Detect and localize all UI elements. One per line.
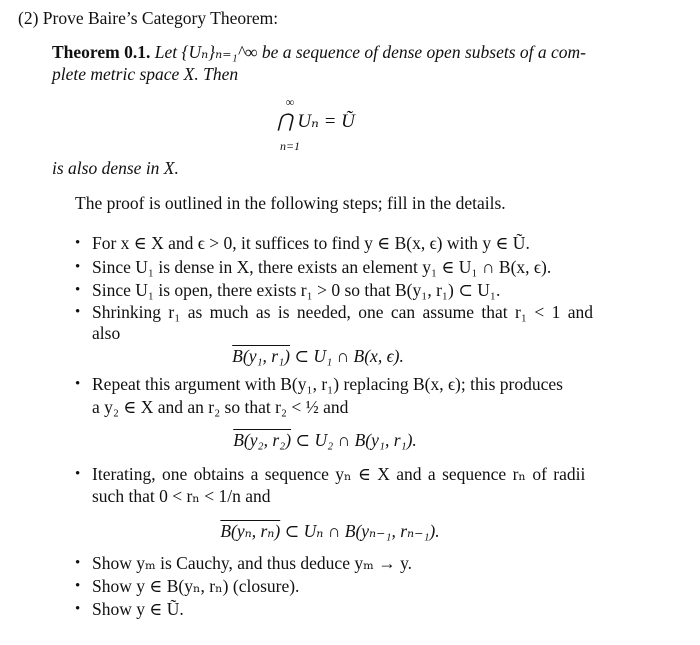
bullet-icon: • [75, 304, 81, 320]
bullet-icon: • [75, 282, 81, 298]
display-upper-limit: ∞ [285, 95, 295, 109]
bullet-icon: • [75, 601, 81, 617]
closure-ball: B(y₂, r₂) [233, 430, 292, 450]
step-7: Show yₘ is Cauchy, and thus deduce yₘ → y. [92, 553, 413, 573]
proof-intro: The proof is outlined in the following steps; fill in the details. [75, 193, 506, 213]
bullet-icon: • [75, 466, 81, 482]
bullet-icon: • [75, 555, 81, 571]
bullet-icon: • [75, 376, 81, 392]
display-1-rest: ⊂ U₁ ∩ B(x, ϵ). [290, 346, 404, 366]
display-intersection: ⋂ Uₙ = Ũ [277, 111, 355, 132]
theorem-statement-line-3: is also dense in X. [52, 158, 179, 178]
step-2: Since U₁ is dense in X, there exists an element y₁ ∈ U₁ ∩ B(x, ϵ). [92, 257, 552, 277]
step-6-cont: such that 0 < rₙ < 1/n and [92, 486, 271, 506]
step-4: Shrinking r₁ as much as is needed, one can assume that r₁ < 1 and [92, 302, 593, 322]
closure-ball: B(yₙ, rₙ) [220, 521, 281, 541]
display-2-rest: ⊂ U₂ ∩ B(y₁, r₁). [291, 430, 417, 450]
step-5: Repeat this argument with B(y₁, r₁) replacing B(x, ϵ); this produces [92, 374, 563, 394]
display-1 [232, 346, 404, 366]
display-3-rest: ⊂ Uₙ ∩ B(yₙ₋₁, rₙ₋₁). [280, 521, 440, 541]
bullet-icon: • [75, 259, 81, 275]
theorem-text-1: Let {Uₙ}ₙ₌₁^∞ be a sequence of dense open subsets of a com- [154, 42, 586, 62]
step-5-cont: a y₂ ∈ X and an r₂ so that r₂ < ½ and [92, 397, 349, 417]
display-2 [233, 430, 417, 450]
step-1: For x ∈ X and ϵ > 0, it suffices to find y ∈ B(x, ϵ) with y ∈ Ũ. [92, 233, 530, 253]
step-3: Since U₁ is open, there exists r₁ > 0 so that B(y₁, r₁) ⊂ U₁. [92, 280, 501, 300]
theorem-statement-line-2: plete metric space X. Then [52, 64, 239, 84]
problem-heading: (2) Prove Baire’s Category Theorem: [18, 8, 279, 28]
theorem-label: Theorem 0.1. [52, 42, 151, 62]
display-lower-limit: n=1 [279, 139, 301, 153]
display-3 [220, 521, 439, 541]
theorem-statement-line-1 [52, 42, 586, 62]
step-6: Iterating, one obtains a sequence yₙ ∈ X and a sequence rₙ of radii [92, 464, 586, 484]
bullet-icon: • [75, 578, 81, 594]
step-9: Show y ∈ Ũ. [92, 599, 184, 619]
closure-ball: B(y₁, r₁) [232, 346, 291, 366]
step-8: Show y ∈ B(yₙ, rₙ) (closure). [92, 576, 300, 596]
step-4-cont: also [92, 323, 121, 343]
bullet-icon: • [75, 235, 81, 251]
